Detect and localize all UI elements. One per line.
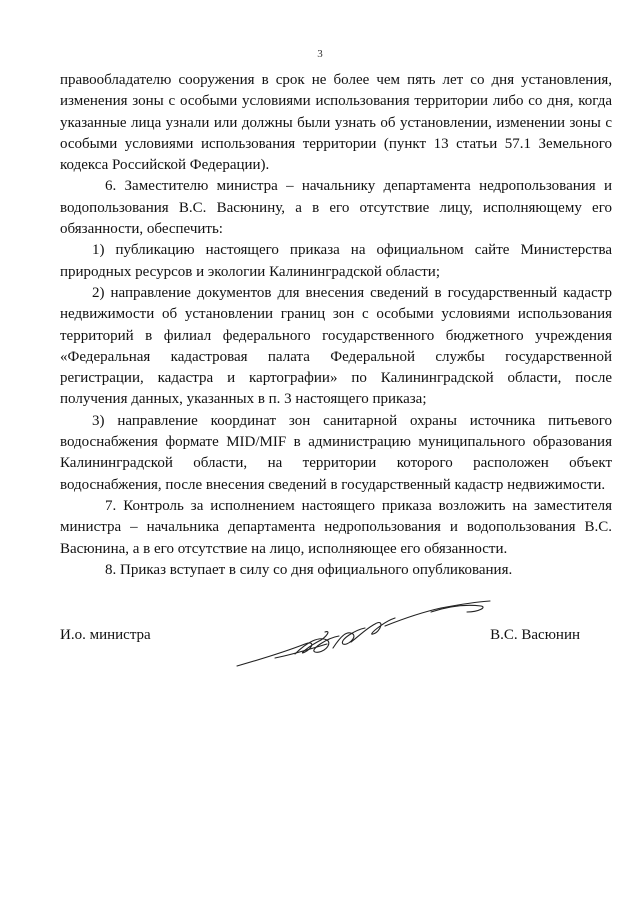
paragraph: 7. Контроль за исполнением настоящего приказа возложить на заместителя министра – начальника департамента недропользования и водопользования В.С. Васюнина, а в его отсутствие на лицо, исполняющее его обязанности. [60,497,612,557]
signatory-position: И.о. министра [60,627,151,643]
page-number: 3 [317,48,323,60]
signatory-name: В.С. Васюнин [490,627,580,643]
paragraph: 8. Приказ вступает в силу со дня официального опубликования. [105,561,513,578]
handwritten-signature [235,596,495,672]
list-item: 3) направление координат зон санитарной охраны источника питьевого водоснабжения формате MID/MIF в администрацию муниципального образования Калининградской области, на территории которого расположен объект водоснабжения, после внесения сведений в государственный кадастр недвижимости. [60,412,612,493]
paragraph: 6. Заместителю министра – начальнику департамента недропользования и водопользования В.С. Васюнину, а в его отсутствие лицу, исполняющему его обязанности, обеспечить: [60,178,612,238]
list-item: 2) направление документов для внесения сведений в государственный кадастр недвижимости об установлении границ зон с особыми условиями использования территорий в филиал федерального государственного бюджетного учреждения «Федеральная кадастровая палата Федеральной службы государственной регистрации, кадастра и картографии» по Калининградской области, после получения данных, указанных в п. 3 настоящего приказа; [60,284,612,408]
paragraph: правообладателю сооружения в срок не более чем пять лет со дня установления, изменения зоны с особыми условиями использования территории либо со дня, когда указанные лица узнали или должны были узнать об установлении, изменении зоны с особыми условиями использования территории (пункт 13 статьи 57.1 Земельного кодекса Российской Федерации). [60,72,612,174]
list-item: 1) публикацию настоящего приказа на официальном сайте Министерства природных ресурсов и экологии Калининградской области; [60,242,612,280]
document-body [60,70,612,581]
signature-block [60,622,580,682]
